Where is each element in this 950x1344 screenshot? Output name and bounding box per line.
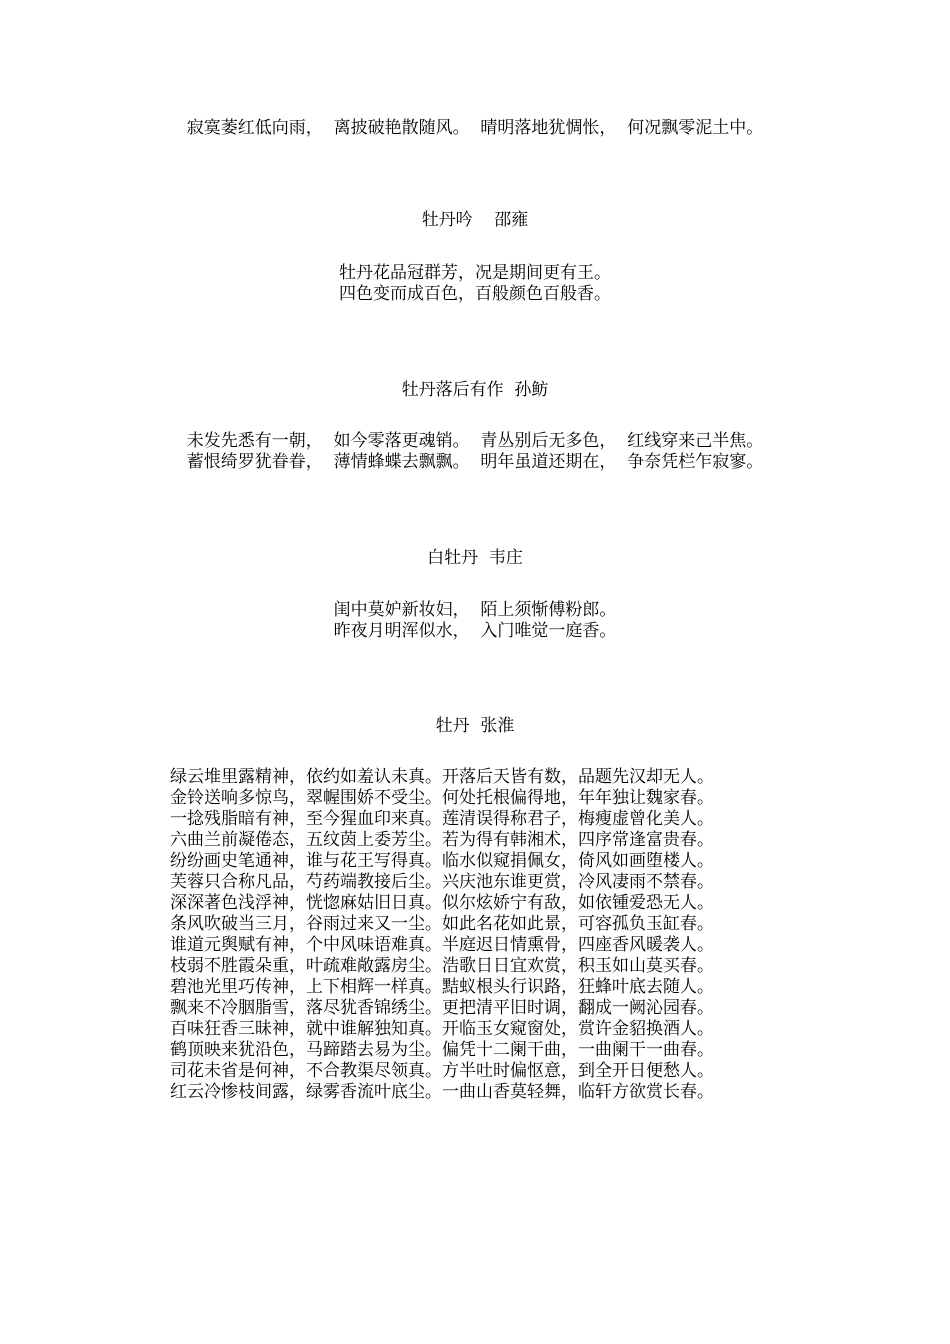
poem-body [0,600,950,642]
poem-line: 闺中莫妒新妆妇， 陌上须惭傅粉郎。 [333,600,617,620]
poem-line: 鹤顶映来犹沿色，马蹄踏去易为尘。偏凭十二阑干曲，一曲阑干一曲春。 [170,1040,714,1060]
poem-line: 绿云堆里露精神，依约如羞认未真。开落后天皆有数，品题先汉却无人。 [170,767,714,787]
poem-title: 牡丹落后有作 孙鲂 [401,380,549,400]
poem-line: 芙蓉只合称凡品，芍药端教接后尘。兴庆池东谁更赏，冷风凄雨不禁春。 [170,872,714,892]
poem-line: 六曲兰前凝倦态，五纹茵上委芳尘。若为得有韩湘术，四序常逢富贵春。 [170,830,714,850]
poem-line: 谁道元舆赋有神，个中风味语难真。半庭迟日情熏骨，四座香风暖袭人。 [170,935,714,955]
poem-line: 蓄恨绮罗犹眷眷， 薄情蜂蝶去飘飘。 明年虽道还期在， 争奈凭栏乍寂寥。 [186,452,764,472]
poem-title: 牡丹吟 邵雍 [421,210,529,230]
poem-line: 司花未省是何神，不合教渠尽领真。方半吐时偏怄意，到全开日便愁人。 [170,1061,714,1081]
poem-line: 飘来不冷胭脂雪，落尽犹香锦绣尘。更把清平旧时调，翻成一阙沁园春。 [170,998,714,1018]
poem-body [0,263,950,305]
poem-line: 百味狂香三昧神，就中谁解独知真。开临玉女窥窗处，赏许金貂换酒人。 [170,1019,714,1039]
poem-line: 纷纷画史笔通神，谁与花王写得真。临水似窥捐佩女，倚风如画堕楼人。 [170,851,714,871]
poem-line: 枝弱不胜霞朵重，叶疏难敞露房尘。浩歌日日宜欢赏，积玉如山莫买春。 [170,956,714,976]
poem-line: 昨夜月明浑似水， 入门唯觉一庭香。 [333,621,617,641]
poem-line: 牡丹花品冠群芳，况是期间更有王。 [339,263,611,283]
poem-line: 碧池光里巧传神，上下相辉一样真。黠蚁根头行识路，狂蜂叶底去随人。 [170,977,714,997]
poem-line: 红云冷惨枝间露，绿雾香流叶底尘。一曲山香莫轻舞，临轩方欲赏长春。 [170,1082,714,1102]
poem-line: 四色变而成百色，百般颜色百般香。 [339,284,611,304]
top-poem-line: 寂寞萎红低向雨， 离披破艳散随风。 晴明落地犹惆怅， 何况飘零泥土中。 [186,118,764,138]
poem-line: 未发先悉有一朝， 如今零落更魂销。 青丛别后无多色， 红线穿来己半焦。 [186,431,764,451]
poem-title: 牡丹 张淮 [435,716,515,736]
poem-line: 深深著色浅浮神，恍惚麻姑旧日真。似尔炫娇宁有敌，如依锺爱恐无人。 [170,893,714,913]
poem-line: 一捻残脂暗有神，至今猩血印来真。莲清误得称君子，梅瘦虚曾化美人。 [170,809,714,829]
poem-title: 白牡丹 韦庄 [427,548,523,568]
poem-line: 金铃送响多惊鸟，翠幄围娇不受尘。何处托根偏得地，年年独让魏家春。 [170,788,714,808]
poem-body [170,767,810,1103]
poem-line: 条风吹破当三月，谷雨过来又一尘。如此名花如此景，可容孤负玉缸春。 [170,914,714,934]
poem-body [0,431,950,473]
